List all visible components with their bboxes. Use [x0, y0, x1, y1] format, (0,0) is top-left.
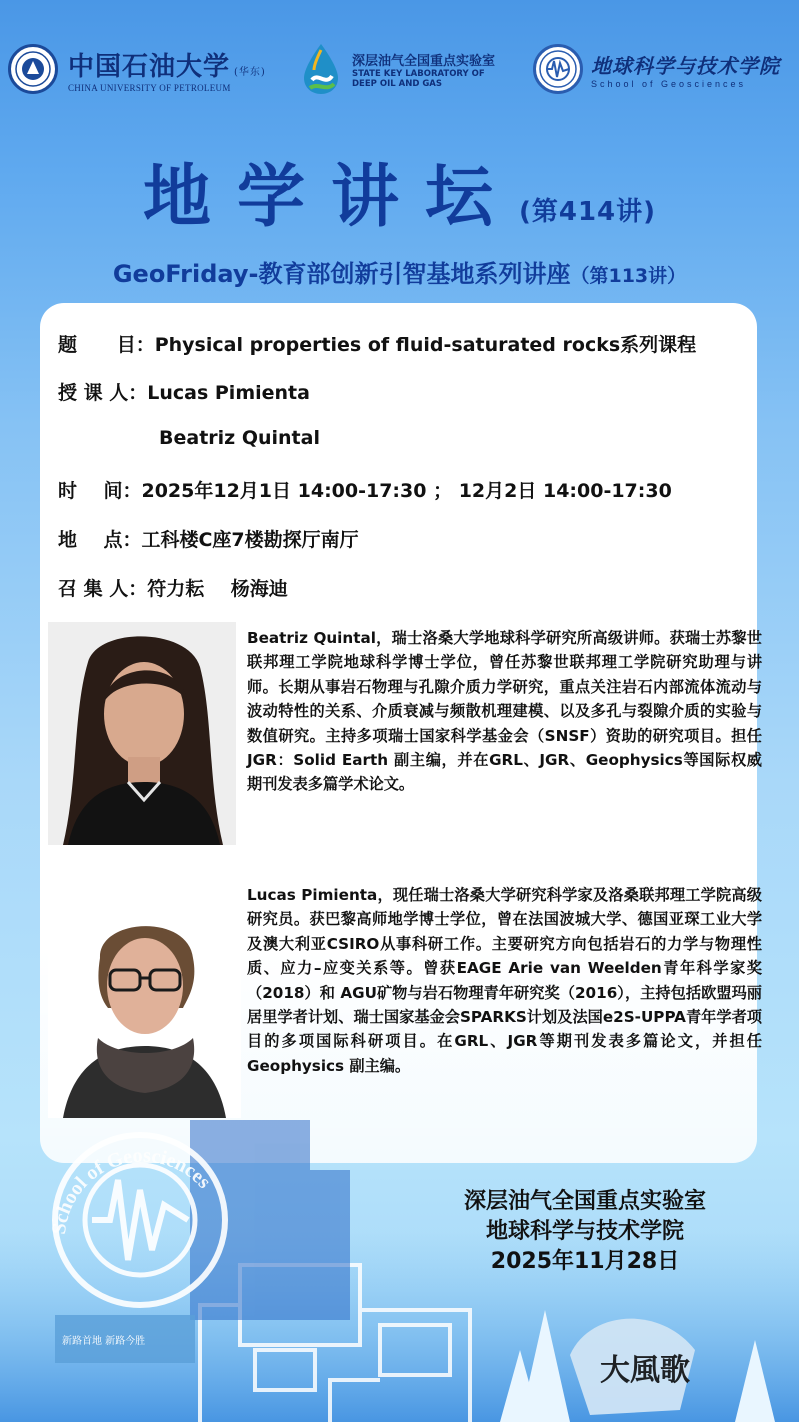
header-logos: [0, 38, 799, 100]
upc-logo-block: [8, 38, 266, 100]
sub-title-number: （第113讲）: [570, 265, 687, 287]
upc-region: (华东): [234, 66, 266, 78]
school-en-name: School of Geosciences: [591, 78, 747, 89]
speaker-1: Lucas Pimienta: [147, 382, 310, 404]
calligraphy-text: 大風歌: [600, 1353, 690, 1388]
place-row: [58, 525, 359, 552]
school-logo-block: [533, 38, 780, 100]
calligraphy-rock: [570, 1319, 695, 1415]
topic-label: 题 目：: [58, 334, 155, 356]
lab-drop-icon: [298, 42, 344, 96]
pimienta-bio: Lucas Pimienta，现任瑞士洛桑大学研究科学家及洛桑联邦理工学院高级研究员。获巴黎高师地学博士学位，曾在法国波城大学、德国亚琛工业大学及澳大利亚CSIRO从事科研工作。主要研究方向包括岩石的力学与物理性质、应力–应变关系等。曾获EAGE Arie van Weelden青年科学家奖（2018）和 AGU矿物与岩石物理青年研究奖（2016），主持包括欧盟玛丽居里学者计划、瑞士国家基金会SPARKS计划及法国e2S-UPPA青年学者项目的多项国际科研项目。在GRL、JGR等期刊发表多篇论文，并担任 Geophysics 副主编。: [247, 886, 762, 1075]
upc-name: [68, 46, 266, 93]
lab-cn-name: 深层油气全国重点实验室: [352, 53, 496, 69]
convener-row: [58, 574, 288, 601]
lab-en-line1: STATE KEY LABORATORY OF: [352, 68, 485, 79]
time-row: [58, 476, 672, 503]
main-title: [0, 143, 799, 240]
school-cn-name: 地球科学与技术学院: [591, 53, 780, 78]
speaker-label: 授 课 人：: [58, 382, 148, 404]
footer-org-2: 地球科学与技术学院: [485, 1219, 684, 1244]
small-caption: 新路首地 新路今胜: [62, 1336, 146, 1347]
stamp-text: School of Geosciences: [47, 1144, 216, 1236]
time-value: 2025年12月1日 14:00-17:30 ； 12月2日 14:00-17:30: [141, 480, 672, 502]
topic-value: Physical properties of fluid-saturated rocks系列课程: [154, 334, 697, 356]
lab-name: [352, 50, 495, 89]
upc-seal-icon: [8, 44, 58, 94]
lab-logo-block: [298, 38, 495, 100]
sub-title-text: GeoFriday-教育部创新引智基地系列讲座: [112, 260, 571, 288]
school-seal-icon: [533, 44, 583, 94]
place-value: 工科楼C座7楼勘探厅南厅: [141, 529, 359, 551]
time-label: 时 间：: [58, 480, 142, 502]
footer-org-1: 深层油气全国重点实验室: [463, 1189, 706, 1214]
lab-en-line2: DEEP OIL AND GAS: [352, 78, 443, 89]
footer-date: 2025年11月28日: [490, 1249, 680, 1274]
convener-label: 召 集 人：: [58, 578, 148, 600]
speaker-row: [58, 378, 310, 405]
quintal-photo: [48, 622, 236, 845]
main-title-text: 地学讲坛: [142, 158, 519, 237]
speaker-2: Beatriz Quintal: [159, 427, 320, 449]
quintal-bio: Beatriz Quintal，瑞士洛桑大学地球科学研究所高级讲师。获瑞士苏黎世联邦理工学院地球科学博士学位，曾任苏黎世联邦理工学院研究助理与讲师。长期从事岩石物理与孔隙介质力学研究，重点关注岩石内部流体流动与波动特性的关系、介质衰减与频散机理建模、以及多孔与裂隙介质的实验与数值研究。主持多项瑞士国家科学基金会（SNSF）资助的研究项目。担任JGR：Solid Earth 副主编，并在GRL、JGR、Geophysics等国际权威期刊发表多篇学术论文。: [247, 629, 762, 794]
school-name: [591, 50, 780, 89]
upc-en-name: CHINA UNIVERSITY OF PETROLEUM: [68, 82, 231, 93]
topic-row: [58, 330, 696, 357]
main-title-number: (第414讲): [518, 197, 657, 227]
place-label: 地 点：: [58, 529, 142, 551]
pimienta-photo: [48, 888, 241, 1118]
speaker-row-2: [159, 427, 320, 449]
convener-value: 符力耘 杨海迪: [147, 578, 288, 600]
sub-title: [0, 254, 799, 289]
upc-cn-name: 中国石油大学: [68, 51, 231, 82]
